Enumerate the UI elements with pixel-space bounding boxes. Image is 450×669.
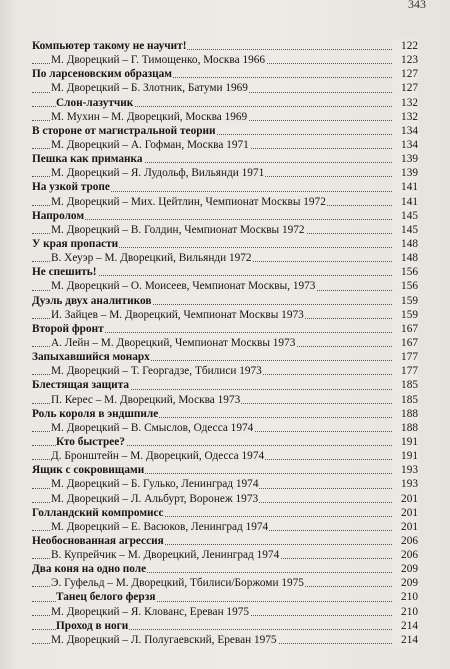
toc-page-ref: 214: [392, 633, 418, 647]
toc-page-ref: 210: [392, 605, 418, 619]
toc-game-entry: [32, 223, 418, 237]
toc-page-ref: 127: [392, 81, 418, 95]
toc-game-entry: [32, 477, 418, 491]
toc-entry-text: А. Лейн – М. Дворецкий, Чемпионат Москвы 1973: [51, 336, 296, 349]
toc-entry-text: Дуэль двух аналитиков: [32, 294, 152, 307]
toc-entry-text: М. Дворецкий – Л. Альбурт, Воронеж 1973: [51, 492, 259, 505]
toc-chapter-title: [32, 237, 418, 251]
toc-chapter-title: [32, 67, 418, 81]
toc-page-ref: 210: [392, 590, 418, 604]
toc-entry-text: Голландский компромисс: [32, 506, 164, 519]
toc-game-entry: [32, 308, 418, 322]
toc-entry-text: М. Мухин – М. Дворецкий, Москва 1969: [51, 110, 248, 123]
toc-page-ref: 209: [392, 576, 418, 590]
toc-page-ref: 156: [392, 265, 418, 279]
toc-entry-text: В. Хеуэр – М. Дворецкий, Вильянди 1972: [51, 252, 252, 265]
toc-entry-text: М. Дворецкий – В. Голдин, Чемпионат Москвы 1972: [51, 223, 305, 236]
toc-game-entry: [32, 81, 418, 95]
toc-game-entry: [32, 336, 418, 350]
page-number: 343: [408, 0, 426, 11]
toc-chapter-title: [32, 152, 418, 166]
toc-entry-text: М. Дворецкий – Я. Лудольф, Вильянди 1971: [51, 167, 265, 180]
toc-entry-text: Кто быстрее?: [56, 435, 125, 448]
toc-chapter-title: [32, 209, 418, 223]
toc-entry-text: Не спешить!: [32, 266, 97, 279]
toc-entry-text: Танец белого ферзя: [56, 591, 156, 604]
toc-game-entry: [32, 492, 418, 506]
toc-entry-text: Ящик с сокровищами: [32, 464, 145, 477]
toc-entry-text: Необоснованная агрессия: [32, 534, 164, 547]
toc-game-entry: [32, 251, 418, 265]
toc-page-ref: 159: [392, 294, 418, 308]
toc-entry-text: Проход в ноги: [56, 619, 129, 632]
toc-entry-text: Э. Гуфельд – М. Дворецкий, Тбилиси/Боржоми 1975: [51, 577, 304, 590]
toc-page-ref: 139: [392, 166, 418, 180]
toc-page-ref: 122: [392, 39, 418, 53]
toc-page-ref: 167: [392, 322, 418, 336]
toc-entry-text: Роль короля в эндшпиле: [32, 407, 159, 420]
toc-game-entry: [32, 393, 418, 407]
toc-chapter-title: [32, 350, 418, 364]
toc-game-entry: [32, 166, 418, 180]
toc-page-ref: 206: [392, 548, 418, 562]
toc-page-ref: 148: [392, 237, 418, 251]
toc-entry-text: Компьютер такому не научит!: [32, 40, 187, 52]
toc-page-ref: 127: [392, 67, 418, 81]
toc-entry-text: Напролом: [32, 209, 85, 222]
toc-page-ref: 145: [392, 209, 418, 223]
toc-page-ref: 167: [392, 336, 418, 350]
toc-chapter-title: [32, 180, 418, 194]
toc-entry-text: М. Дворецкий – Мих. Цейтлин, Чемпионат Москвы 1972: [51, 195, 326, 208]
toc-chapter-title: [32, 407, 418, 421]
toc-page-ref: 141: [392, 195, 418, 209]
toc-entry-text: М. Дворецкий – Б. Гулько, Ленинград 1974: [51, 478, 259, 491]
toc-page-ref: 145: [392, 223, 418, 237]
toc-entry-text: Слон-лазутчик: [56, 96, 134, 109]
toc-page-ref: 177: [392, 350, 418, 364]
toc-page-ref: 134: [392, 124, 418, 138]
toc-chapter-title: [32, 265, 418, 279]
table-of-contents: [32, 39, 418, 647]
toc-page-ref: 132: [392, 110, 418, 124]
toc-page-ref: 191: [392, 449, 418, 463]
toc-chapter-title: [32, 435, 418, 449]
toc-page-ref: 177: [392, 364, 418, 378]
toc-page-ref: 185: [392, 378, 418, 392]
toc-entry-text: Второй фронт: [32, 322, 104, 335]
toc-game-entry: [32, 548, 418, 562]
toc-entry-text: Пешка как приманка: [32, 153, 143, 166]
toc-page-ref: 123: [392, 53, 418, 67]
toc-page-ref: 139: [392, 152, 418, 166]
toc-page-ref: 185: [392, 393, 418, 407]
toc-game-entry: [32, 576, 418, 590]
toc-entry-text: Запыхавшийся монарх: [32, 351, 150, 364]
toc-page-ref: 206: [392, 534, 418, 548]
toc-entry-text: Два коня на одно поле: [32, 563, 147, 576]
toc-game-entry: [32, 520, 418, 534]
toc-game-entry: [32, 605, 418, 619]
toc-page-ref: 193: [392, 463, 418, 477]
toc-entry-text: По ларсеновским образцам: [32, 68, 172, 81]
toc-entry-text: На узкой тропе: [32, 181, 110, 194]
toc-entry-text: М. Дворецкий – Я. Клованс, Ереван 1975: [51, 605, 250, 618]
toc-entry-text: Д. Бронштейн – М. Дворецкий, Одесса 1974: [51, 450, 265, 463]
toc-page-ref: 209: [392, 562, 418, 576]
toc-page-ref: 134: [392, 138, 418, 152]
toc-entry-text: М. Дворецкий – О. Моисеев, Чемпионат Москвы, 1973: [51, 280, 316, 293]
toc-game-entry: [32, 138, 418, 152]
toc-entry-text: М. Дворецкий – Б. Злотник, Батуми 1969: [51, 82, 248, 95]
toc-page-ref: 193: [392, 477, 418, 491]
toc-entry-text: М. Дворецкий – Е. Васюков, Ленинград 1974: [51, 520, 269, 533]
toc-chapter-title: [32, 294, 418, 308]
toc-entry-text: У края пропасти: [32, 237, 119, 250]
toc-page-ref: 148: [392, 251, 418, 265]
toc-entry-text: М. Дворецкий – Г. Тимощенко, Москва 1966: [51, 54, 266, 67]
toc-chapter-title: [32, 378, 418, 392]
toc-chapter-title: [32, 322, 418, 336]
toc-page-ref: 156: [392, 279, 418, 293]
toc-chapter-title: [32, 506, 418, 520]
toc-game-entry: [32, 364, 418, 378]
toc-game-entry: [32, 195, 418, 209]
toc-page-ref: 214: [392, 619, 418, 633]
toc-entry-text: В. Купрейчик – М. Дворецкий, Ленинград 1974: [51, 549, 280, 562]
toc-page-ref: 201: [392, 492, 418, 506]
toc-chapter-title: [32, 562, 418, 576]
toc-entry-text: М. Дворецкий – В. Смыслов, Одесса 1974: [51, 421, 254, 434]
toc-chapter-title: [32, 96, 418, 110]
toc-page-ref: 141: [392, 180, 418, 194]
toc-chapter-title: [32, 124, 418, 138]
toc-entry-text: П. Керес – М. Дворецкий, Москва 1973: [51, 393, 241, 406]
toc-page-ref: 201: [392, 520, 418, 534]
toc-game-entry: [32, 53, 418, 67]
toc-game-entry: [32, 421, 418, 435]
toc-entry-text: В стороне от магистральной теории: [32, 124, 216, 137]
toc-page-ref: 132: [392, 96, 418, 110]
toc-entry-text: М. Дворецкий – Л. Полугаевский, Ереван 1975: [51, 633, 277, 646]
toc-entry-text: М. Дворецкий – А. Гофман, Москва 1971: [51, 138, 249, 151]
toc-page-ref: 191: [392, 435, 418, 449]
toc-entry-text: И. Зайцев – М. Дворецкий, Чемпионат Москвы 1973: [51, 308, 304, 321]
toc-page-ref: 188: [392, 421, 418, 435]
toc-chapter-title: [32, 590, 418, 604]
toc-page-ref: 201: [392, 506, 418, 520]
toc-page-ref: 188: [392, 407, 418, 421]
toc-game-entry: [32, 449, 418, 463]
toc-chapter-title: [32, 619, 418, 633]
toc-game-entry: [32, 110, 418, 124]
toc-chapter-title: [32, 534, 418, 548]
dot-leader: [32, 219, 392, 220]
toc-entry-text: М. Дворецкий – Т. Георгадзе, Тбилиси 1973: [51, 365, 262, 378]
toc-game-entry: [32, 633, 418, 647]
toc-game-entry: [32, 279, 418, 293]
toc-chapter-title: [32, 463, 418, 477]
toc-entry-text: Блестящая защита: [32, 379, 130, 392]
toc-page-ref: 159: [392, 308, 418, 322]
toc-chapter-title: [32, 39, 418, 53]
